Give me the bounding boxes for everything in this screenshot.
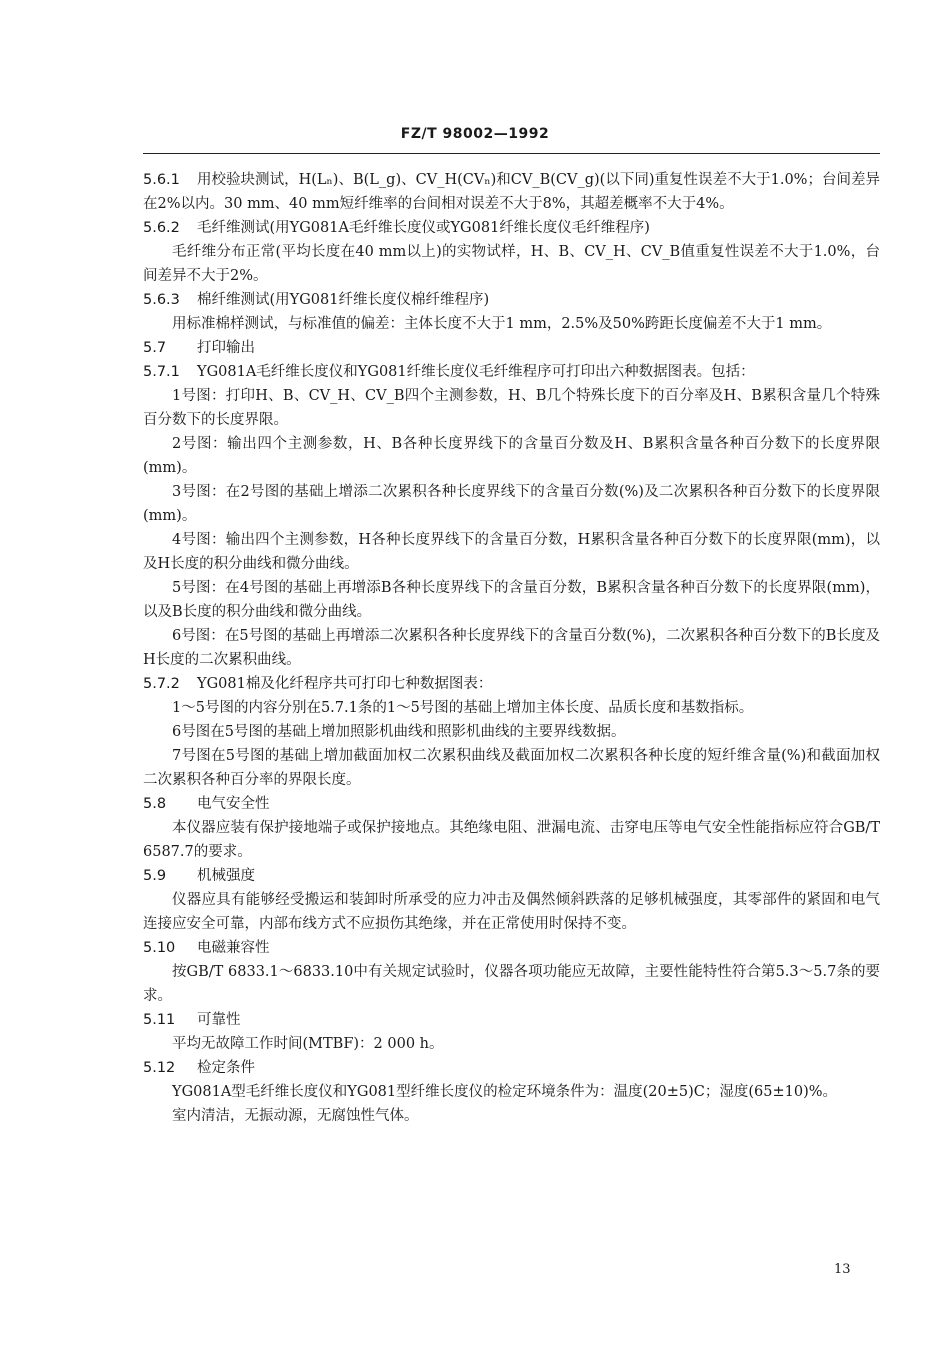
section-heading <box>143 792 880 816</box>
body-paragraph: 1号图：打印H、B、CV_H、CV_B四个主测参数，H、B几个特殊长度下的百分率及H、B累积含量几个特殊百分数下的长度界限。 <box>143 388 880 428</box>
clause-text: 机械强度 <box>197 868 255 884</box>
clause-number: 5.7.1 <box>143 364 180 380</box>
clause-text: 棉纤维测试(用YG081纤维长度仪棉纤维程序) <box>197 292 490 308</box>
document-body <box>143 168 880 1128</box>
body-paragraph: 本仪器应装有保护接地端子或保护接地点。其绝缘电阻、泄漏电流、击穿电压等电气安全性能指标应符合GB/T 6587.7的要求。 <box>143 820 880 860</box>
clause-number: 5.10 <box>143 940 176 956</box>
section-heading <box>143 216 880 240</box>
clause-text: 打印输出 <box>197 340 255 356</box>
clause-text: 电气安全性 <box>197 796 270 812</box>
clause-number: 5.9 <box>143 868 167 884</box>
body-paragraph: 仪器应具有能够经受搬运和装卸时所承受的应力冲击及偶然倾斜跌落的足够机械强度，其零部件的紧固和电气连接应安全可靠，内部布线方式不应损伤其绝缘，并在正常使用时保持不变。 <box>143 892 880 932</box>
section-heading <box>143 336 880 360</box>
clause-text: 电磁兼容性 <box>197 940 270 956</box>
clause-number: 5.6.3 <box>143 292 180 308</box>
section-heading <box>143 936 880 960</box>
clause-number: 5.7.2 <box>143 676 180 692</box>
section-heading <box>143 1008 880 1032</box>
clause-text: 用校验块测试，H(Lₙ)、B(L_g)、CV_H(CVₙ)和CV_B(CV_g)(以下同)重复性误差不大于1.0%；台间差异在2%以内。30 mm、40 mm短纤维率的台间相对误差不大于8%，其超差概率不大于4%。 <box>143 172 880 212</box>
body-paragraph: 按GB/T 6833.1～6833.10中有关规定试验时，仪器各项功能应无故障，主要性能特性符合第5.3～5.7条的要求。 <box>143 964 880 1004</box>
body-paragraph: 毛纤维分布正常(平均长度在40 mm以上)的实物试样，H、B、CV_H、CV_B值重复性误差不大于1.0%，台间差异不大于2%。 <box>143 244 880 284</box>
clause-text: 可靠性 <box>197 1012 241 1028</box>
body-paragraph: 7号图在5号图的基础上增加截面加权二次累积曲线及截面加权二次累积各种长度的短纤维含量(%)和截面加权二次累积各种百分率的界限长度。 <box>143 748 880 788</box>
section-heading <box>143 1056 880 1080</box>
numbered-clause <box>143 360 880 384</box>
body-paragraph: 2号图：输出四个主测参数，H、B各种长度界线下的含量百分数及H、B累积含量各种百分数下的长度界限(mm)。 <box>143 436 880 476</box>
body-paragraph: 6号图在5号图的基础上增加照影机曲线和照影机曲线的主要界线数据。 <box>172 724 626 740</box>
numbered-clause <box>143 168 880 216</box>
body-paragraph: 6号图：在5号图的基础上再增添二次累积各种长度界线下的含量百分数(%)，二次累积各种百分数下的B长度及H长度的二次累积曲线。 <box>143 628 880 668</box>
clause-text: YG081A毛纤维长度仪和YG081纤维长度仪毛纤维程序可打印出六种数据图表。包括： <box>197 364 755 380</box>
clause-number: 5.6.2 <box>143 220 180 236</box>
clause-text: 毛纤维测试(用YG081A毛纤维长度仪或YG081纤维长度仪毛纤维程序) <box>197 220 650 236</box>
body-paragraph: 5号图：在4号图的基础上再增添B各种长度界线下的含量百分数，B累积含量各种百分数下的长度界限(mm)，以及B长度的积分曲线和微分曲线。 <box>143 580 880 620</box>
body-paragraph: 用标准棉样测试，与标准值的偏差：主体长度不大于1 mm，2.5%及50%跨距长度偏差不大于1 mm。 <box>172 316 832 332</box>
clause-number: 5.11 <box>143 1012 176 1028</box>
document-code-header: FZ/T 98002—1992 <box>400 126 550 142</box>
section-heading <box>143 288 880 312</box>
numbered-clause <box>143 672 880 696</box>
body-paragraph: 1～5号图的内容分别在5.7.1条的1～5号图的基础上增加主体长度、品质长度和基数指标。 <box>172 700 754 716</box>
header-rule <box>143 153 880 154</box>
clause-number: 5.12 <box>143 1060 176 1076</box>
body-paragraph: YG081A型毛纤维长度仪和YG081型纤维长度仪的检定环境条件为：温度(20±5)C；湿度(65±10)%。 <box>172 1084 838 1100</box>
page-number: 13 <box>834 1262 851 1277</box>
body-paragraph: 平均无故障工作时间(MTBF)：2 000 h。 <box>172 1036 444 1052</box>
clause-number: 5.7 <box>143 340 167 356</box>
body-paragraph: 3号图：在2号图的基础上增添二次累积各种长度界线下的含量百分数(%)及二次累积各种百分数下的长度界限(mm)。 <box>143 484 880 524</box>
clause-number: 5.6.1 <box>143 172 180 188</box>
body-paragraph: 4号图：输出四个主测参数，H各种长度界线下的含量百分数，H累积含量各种百分数下的长度界限(mm)，以及H长度的积分曲线和微分曲线。 <box>143 532 880 572</box>
clause-text: 检定条件 <box>197 1060 255 1076</box>
section-heading <box>143 864 880 888</box>
body-paragraph: 室内清洁，无振动源，无腐蚀性气体。 <box>172 1108 419 1124</box>
clause-number: 5.8 <box>143 796 167 812</box>
clause-text: YG081棉及化纤程序共可打印七种数据图表： <box>197 676 493 692</box>
